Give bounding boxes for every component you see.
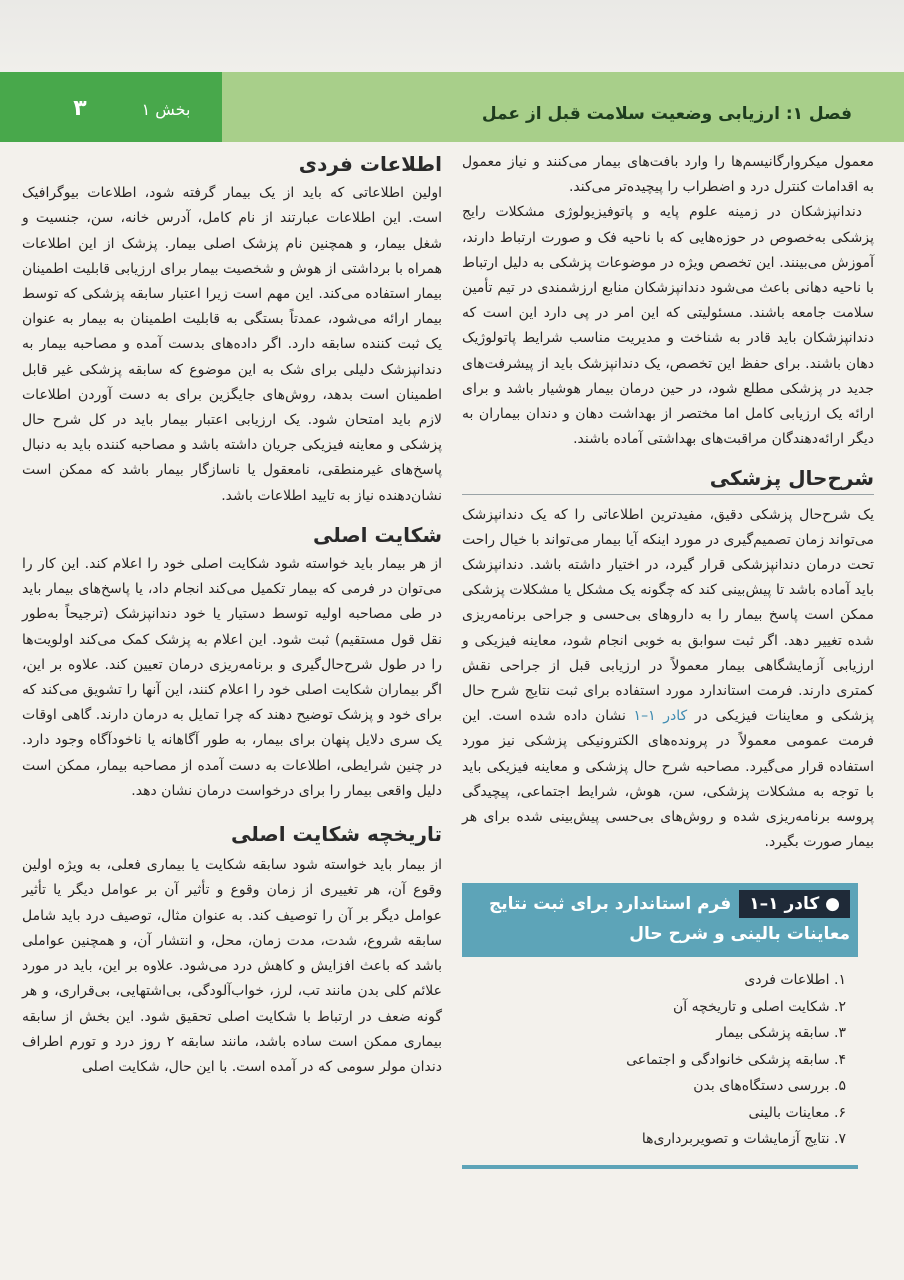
- section-heading-complaint-history: تاریخچه شکایت اصلی: [231, 822, 442, 847]
- medical-history-text-b: نشان داده شده است. این فرمت عمومی معمولاً در پرونده‌های الکترونیکی پزشکی نیز مورد استفاده قرار می‌گیرد. مصاحبه شرح حال پزشکی و معاینه فیزیکی باید با توجه به مشکلات پزشکی، سن، هوش، شرایط اجتماعی، پیچیدگی پروسه برنامه‌ریزی شده و روش‌های بی‌حسی پیش‌بینی شده برای هر بیمار صورت بگیرد.: [462, 708, 874, 851]
- part-label: بخش ۱: [141, 100, 191, 119]
- intro-paragraph-1: معمول میکروارگانیسم‌ها را وارد بافت‌های بیمار می‌کنند و نیاز معمول به اقدامات کنترل درد و اضطراب را پیچیده‌تر می‌کند.: [462, 154, 874, 196]
- personal-info-paragraph: اولین اطلاعاتی که باید از یک بیمار گرفته شود، اطلاعات بیوگرافیک است. این اطلاعات عبارتند از نام کامل، آدرس خانه، سن، جنسیت و شغل بیمار، و همچنین نام پزشک اصلی بیمار. پزشک از این اطلاعات همراه با برداشتی از هوش و شخصیت بیمار برای ارزیابی قابلیت اطمینان بیمار استفاده می‌کند. این مهم است زیرا اعتبار سابقه پزشکی که توسط بیمار ارائه می‌شود، عمدتاً بستگی به قابلیت اطمینان به بیمار به عنوان یک ثبت کننده سابقه دارد. اگر داده‌های بدست آمده و مصاحبه بیمار به دندانپزشک دلیلی برای شک به این موضوع که سابقه پزشکی غیر قابل اطمینان است بدهد، روش‌های جایگزین برای به دست آوردن اطلاعات لازم باید امتحان شود. یک ارزیابی اعتبار بیمار باید در کل شرح حال پزشکی و معاینه فیزیکی جریان داشته باشد و مصاحبه کننده باید به دنبال پاسخ‌های غیرمنطقی، نامعقول یا ناسازگار بیمار باشد که ممکن است نشان‌دهنده نیاز به تایید اطلاعات باشد.: [22, 185, 442, 504]
- box-title-bar: [462, 883, 858, 957]
- box-list-item: ۶. معاینات بالینی: [748, 1104, 846, 1121]
- section-divider: [462, 494, 874, 495]
- box-list-item: ۳. سابقه پزشکی بیمار: [716, 1025, 846, 1041]
- chief-complaint-paragraph: از هر بیمار باید خواسته شود شکایت اصلی خود را اعلام کند. این کار را می‌توان در فرمی که بیمار تکمیل می‌کند انجام داد، یا پاسخ‌های بیمار باید در طی مصاحبه اولیه توسط دستیار یا خود دندانپزشک (ترجیحاً به‌طور نقل قول مستقیم) ثبت شود. این اعلام به پزشک کمک می‌کند اولویت‌ها را در طول شرح‌حال‌گیری و برنامه‌ریزی درمان تعیین کند. علاوه بر این، اگر بیماران شکایت اصلی خود را اعلام کنند، این آنها را تشویق می‌کند که برای خود و پزشک توضیح دهند که چرا تمایل به درمان دارند. گاهی اوقات یک سری دلایل پنهان برای بیمار، به طور آگاهانه یا ناخودآگاه وجود دارد. در چنین شرایطی، اطلاعات به دست آمده از مصاحبه بیمار، ممکن است دلیل واقعی بیمار را برای درخواست درمان نشان دهد.: [22, 556, 442, 799]
- medical-history-text-a: یک شرح‌حال پزشکی دقیق، مفیدترین اطلاعاتی را که یک دندانپزشک می‌تواند زمان تصمیم‌گیری در مورد اینکه آیا بیمار می‌تواند با خیال راحت تحت درمان دندانپزشکی قرار گیرد، در اختیار داشته باشد. دندانپزشک باید آماده باشد تا پیش‌بینی کند که چگونه یک مشکل یا مشکلات پزشکی ممکن است پاسخ بیمار را به داروهای بی‌حسی و جراحی برنامه‌ریزی شده تغییر دهد. اگر ثبت سوابق به خوبی انجام شود، معاینه فیزیکی و ارزیابی آزمایشگاهی بیمار معمولاً در ارزیابی قبل از جراحی نقش کمتری دارند. فرمت استاندارد مورد استفاده برای ثبت نتایج شرح حال پزشکی و معاینات فیزیکی در: [462, 506, 874, 725]
- complaint-history-paragraph: از بیمار باید خواسته شود سابقه شکایت یا بیماری فعلی، به ویژه اولین وقوع آن، هر تغییری از زمان وقوع و تأثیر آن بر عوامل دیگر یا تأثیر عوامل دیگر بر آن را توصیف کند. به عنوان مثال، توصیف درد باید شامل سابقه شروع، شدت، مدت زمان، محل، و انتشار آن، و همچنین عواملی باشد که باعث افزایش و کاهش درد می‌شود. علاوه بر این، باید در مورد علائم کلی بدن مانند تب، لرز، خواب‌آلودگی، بی‌اشتهایی، بی‌قراری، و هر گونه ضعف در ارتباط با شکایت اصلی تحقیق شود. این بخش از سابقه بیماری ممکن است ساده باشد، مانند سابقه ۲ روز درد و تورم اطراف دندان مولر سومی که در آمده است. با این حال، شکایت اصلی: [22, 857, 442, 1075]
- box-list-item: ۲. شکایت اصلی و تاریخچه آن: [672, 998, 846, 1015]
- box-list-item: ۴. سابقه پزشکی خانوادگی و اجتماعی: [626, 1051, 846, 1068]
- section-heading-medical-history: شرح‌حال پزشکی: [709, 466, 874, 491]
- box-list-item: ۵. بررسی دستگاه‌های بدن: [693, 1078, 846, 1094]
- intro-paragraph-2: دندانپزشکان در زمینه علوم پایه و پاتوفیزیولوژی مشکلات رایج پزشکی به‌خصوص در حوزه‌هایی که با ناحیه فک و صورت ارتباط دارند، آموزش می‌بینند. این تخصص ویژه در موضوعات پزشکی به دلیل ارتباط با ناحیه دهانی باعث می‌شود دندانپزشکان منابع ارزشمندی در تیم تأمین سلامت جامعه باشند. مسئولیتی که این امر در پی دارد این است که دندانپزشکان باید قادر به شناخت و مدیریت مناسب شرایط پاتولوژیک دهان باشند. برای حفظ این تخصص، یک دندانپزشک باید از پیشرفت‌های جدید در پزشکی مطلع شود، در حین درمان بیمار هوشیار باشد و برای ارائه یک ارزیابی کامل اما مختصر از بهداشت دهان و دندان بیماران به دیگر ارائه‌دهندگان مراقبت‌های بهداشتی آماده باشند.: [462, 204, 874, 448]
- medical-history-paragraph: [462, 503, 874, 856]
- section-heading-personal-info: اطلاعات فردی: [298, 152, 442, 176]
- chapter-title: فصل ۱: ارزیابی وضعیت سلامت قبل از عمل: [481, 104, 852, 124]
- box-tag: ● کادر ۱–۱: [739, 890, 850, 918]
- box-title: فرم استاندارد برای ثبت نتایج معاینات بالینی و شرح حال: [488, 894, 850, 944]
- box-bottom-rule: [462, 1165, 858, 1169]
- box-list-item: ۱. اطلاعات فردی: [744, 972, 846, 988]
- standard-form-box: [462, 883, 858, 1169]
- box-reference-link[interactable]: کادر ۱–۱: [633, 708, 688, 725]
- section-heading-chief-complaint: شکایت اصلی: [312, 522, 442, 547]
- left-column: [22, 150, 442, 1080]
- right-column: [462, 150, 874, 855]
- page-top-margin: [0, 0, 904, 72]
- box-list-item: ۷. نتایج آزمایشات و تصویربرداری‌ها: [641, 1131, 846, 1147]
- page-number: ۳: [73, 96, 87, 121]
- box-item-list: [462, 957, 858, 1159]
